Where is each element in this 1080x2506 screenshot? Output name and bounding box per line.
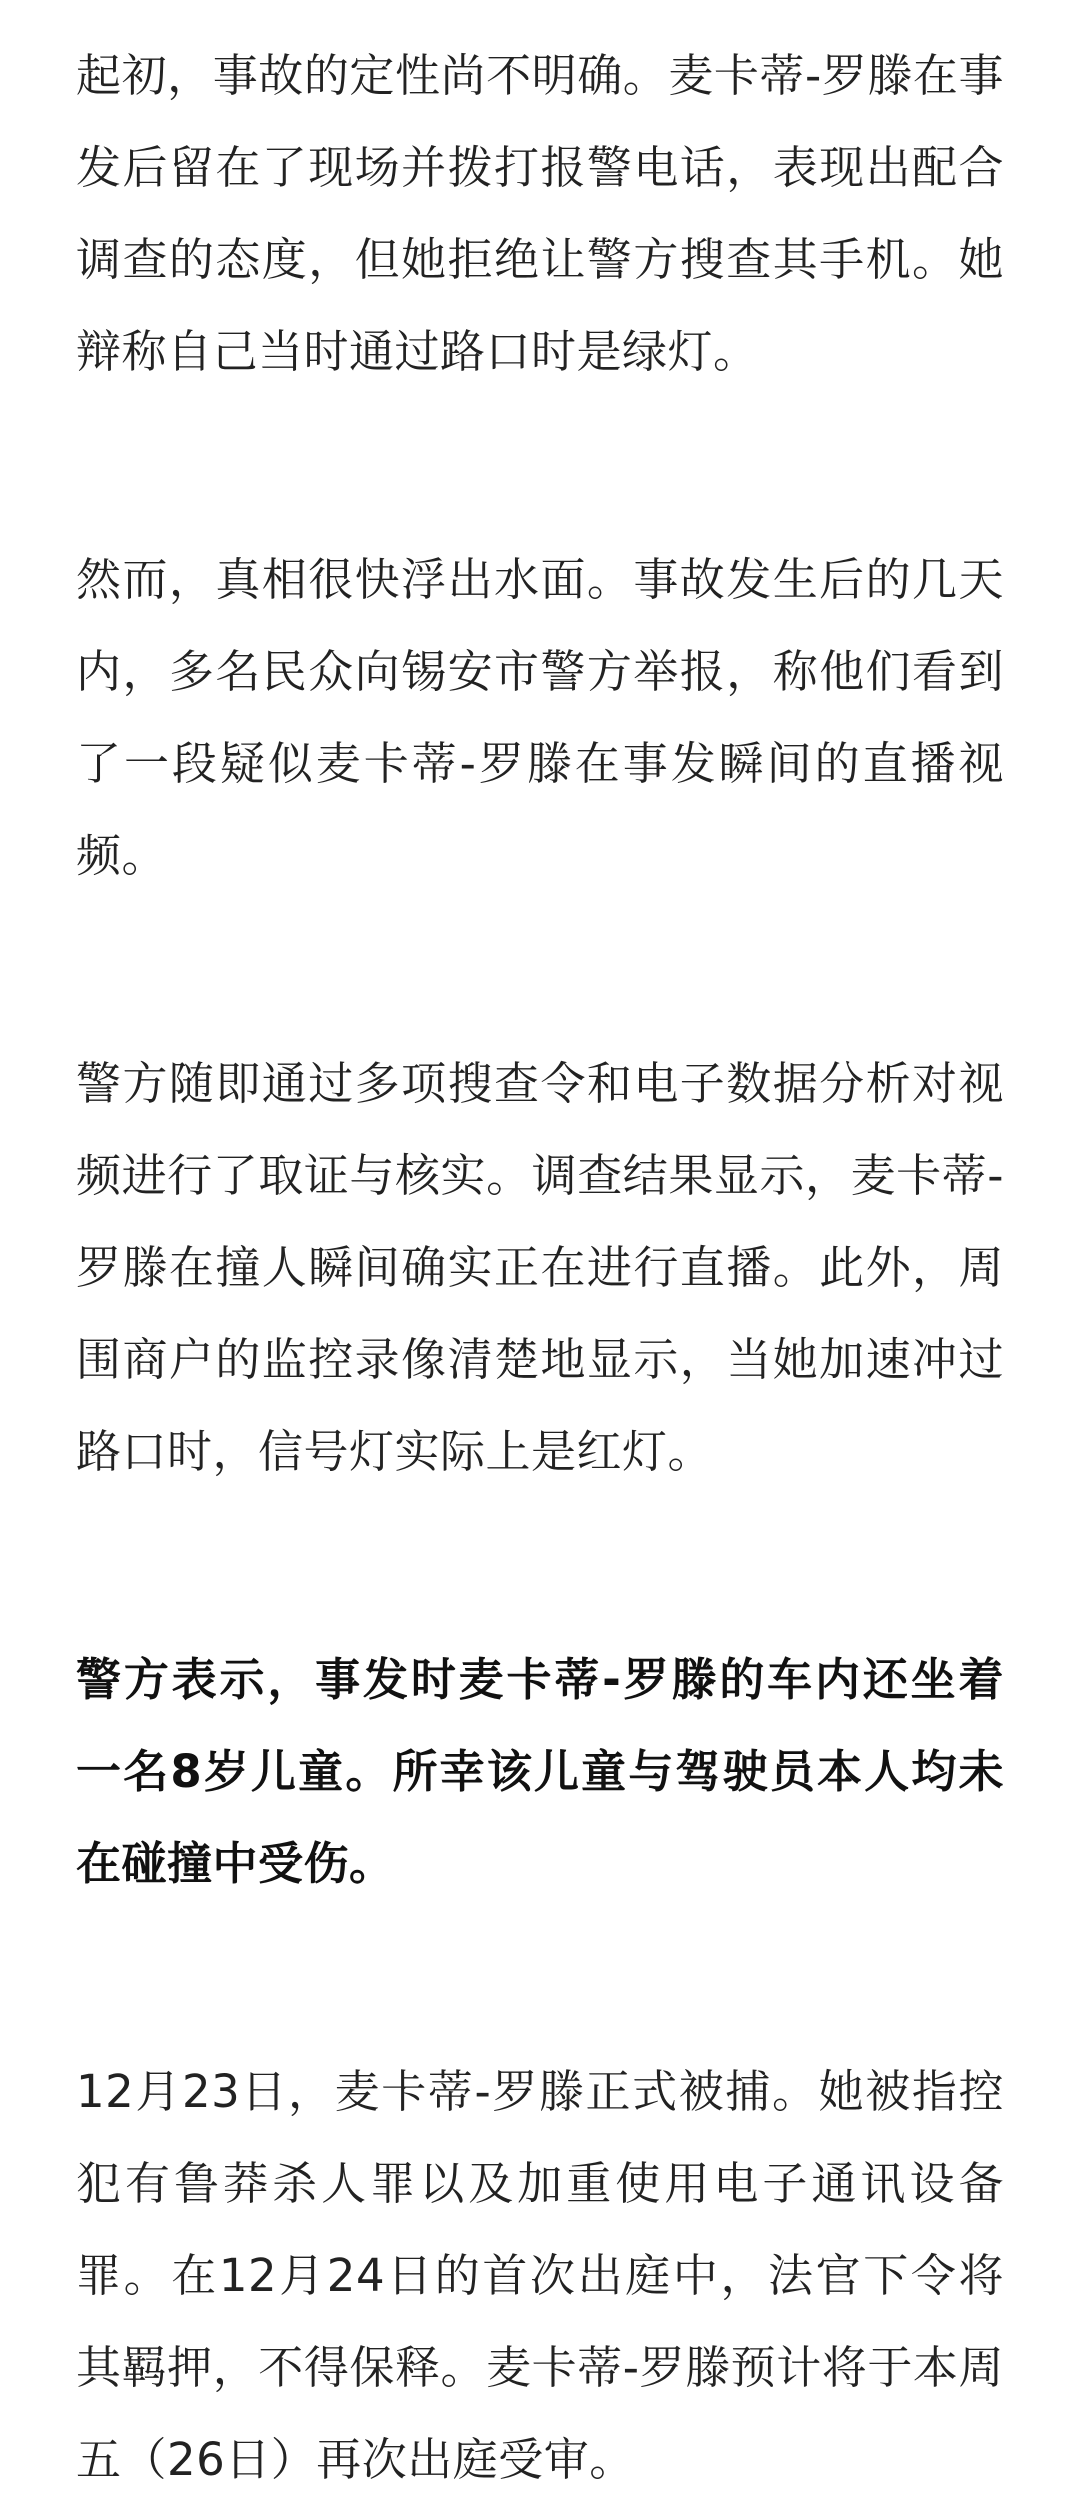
paragraph-initial-status: 起初，事故的定性尚不明确。麦卡蒂-罗滕在事发后留在了现场并拨打报警电话，表现出配合调查的态度，但她拒绝让警方搜查其手机。她辩称自己当时通过路口时是绿灯。: [76, 49, 1004, 378]
paragraph-child-in-car: 警方表示，事发时麦卡蒂-罗滕的车内还坐着一名8岁儿童。所幸该儿童与驾驶员本人均未在碰撞中受伤。: [76, 1653, 1004, 1890]
paragraph-arrest-and-court: 12月23日，麦卡蒂-罗滕正式被捕。她被指控犯有鲁莽杀人罪以及加重使用电子通讯设备罪。在12月24日的首次出庭中，法官下令将其羁押，不得保释。麦卡蒂-罗滕预计将于本周五（26日）再次出庭受审。: [76, 2065, 1004, 2486]
paragraph-police-investigation: 警方随即通过多项搜查令和电子数据分析对视频进行了取证与核实。调查结果显示，麦卡蒂-罗滕在撞人瞬间确实正在进行直播。此外，周围商户的监控录像清楚地显示，当她加速冲过路口时，信号灯实际上是红灯。: [76, 1057, 1004, 1478]
paragraph-truth-emerges: 然而，真相很快浮出水面。事故发生后的几天内，多名民众向锡安市警方举报，称他们看到了一段疑似麦卡蒂-罗滕在事发瞬间的直播视频。: [76, 553, 1004, 882]
